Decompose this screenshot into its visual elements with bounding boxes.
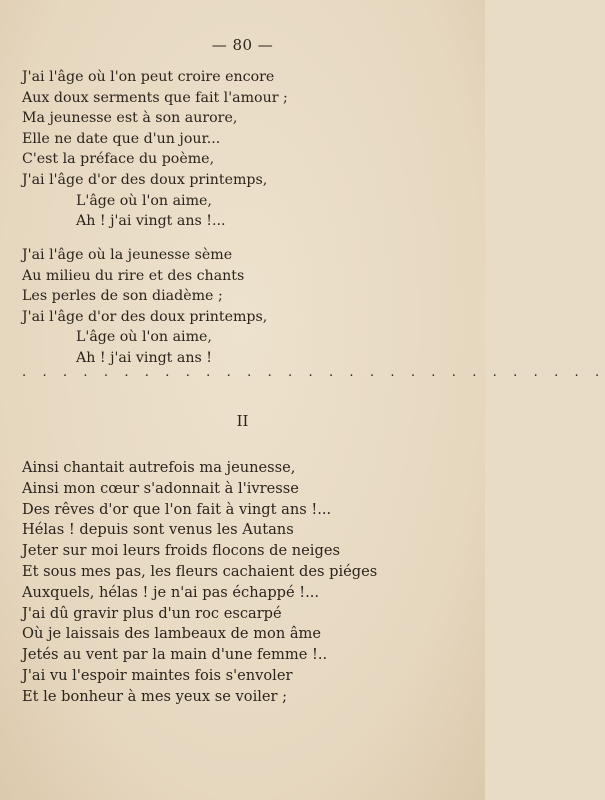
verse-line: J'ai l'âge d'or des doux printemps, <box>22 171 268 188</box>
verse-line: Elle ne date que d'un jour... <box>22 130 221 147</box>
verse-line: Où je laissais des lambeaux de mon âme <box>22 625 322 643</box>
verse-line: Ma jeunesse est à son aurore, <box>22 110 238 127</box>
stanza-2 <box>22 245 465 369</box>
verse-line: J'ai vu l'espoir maintes fois s'envoler <box>22 666 293 684</box>
verse-line: Jeter sur moi leurs froids flocons de neiges <box>22 542 340 560</box>
stanza-3 <box>22 458 465 708</box>
verse-line-indented: Ah ! j'ai vingt ans ! <box>76 349 212 366</box>
verse-line: Et le bonheur à mes yeux se voiler ; <box>22 687 288 705</box>
verse-line: J'ai dû gravir plus d'un roc escarpé <box>22 604 282 622</box>
verse-line-indented: L'âge où l'on aime, <box>76 329 212 346</box>
verse-line: C'est la préface du poème, <box>22 151 215 168</box>
section-numeral: II <box>236 412 249 430</box>
dotted-separator: . . . . . . . . . . . . . . . . . . . . . . . . . . . . . <box>22 365 605 380</box>
verse-line: Aux doux serments que fait l'amour ; <box>22 89 288 106</box>
verse-line: Hélas ! depuis sont venus les Autans <box>22 521 294 539</box>
verse-line: Ainsi mon cœur s'adonnait à l'ivresse <box>22 479 299 497</box>
verse-line-indented: L'âge où l'on aime, <box>76 192 212 209</box>
verse-line: J'ai l'âge où l'on peut croire encore <box>22 69 275 85</box>
verse-line: Auxquels, hélas ! je n'ai pas échappé !... <box>22 583 320 601</box>
verse-line: Les perles de son diadème ; <box>22 288 223 305</box>
verse-line: J'ai l'âge où la jeunesse sème <box>22 247 233 263</box>
verse-line: Jetés au vent par la main d'une femme !.. <box>22 646 328 664</box>
verse-line-indented: Ah ! j'ai vingt ans !... <box>76 213 226 230</box>
verse-line: Des rêves d'or que l'on fait à vingt ans !... <box>22 500 332 518</box>
verse-line: Ainsi chantait autrefois ma jeunesse, <box>22 459 296 476</box>
page-number: — 80 — <box>211 36 274 54</box>
verse-line: Et sous mes pas, les fleurs cachaient des piéges <box>22 562 378 580</box>
verse-line: J'ai l'âge d'or des doux printemps, <box>22 308 268 325</box>
stanza-1 <box>22 67 465 232</box>
verse-line: Au milieu du rire et des chants <box>22 267 245 284</box>
